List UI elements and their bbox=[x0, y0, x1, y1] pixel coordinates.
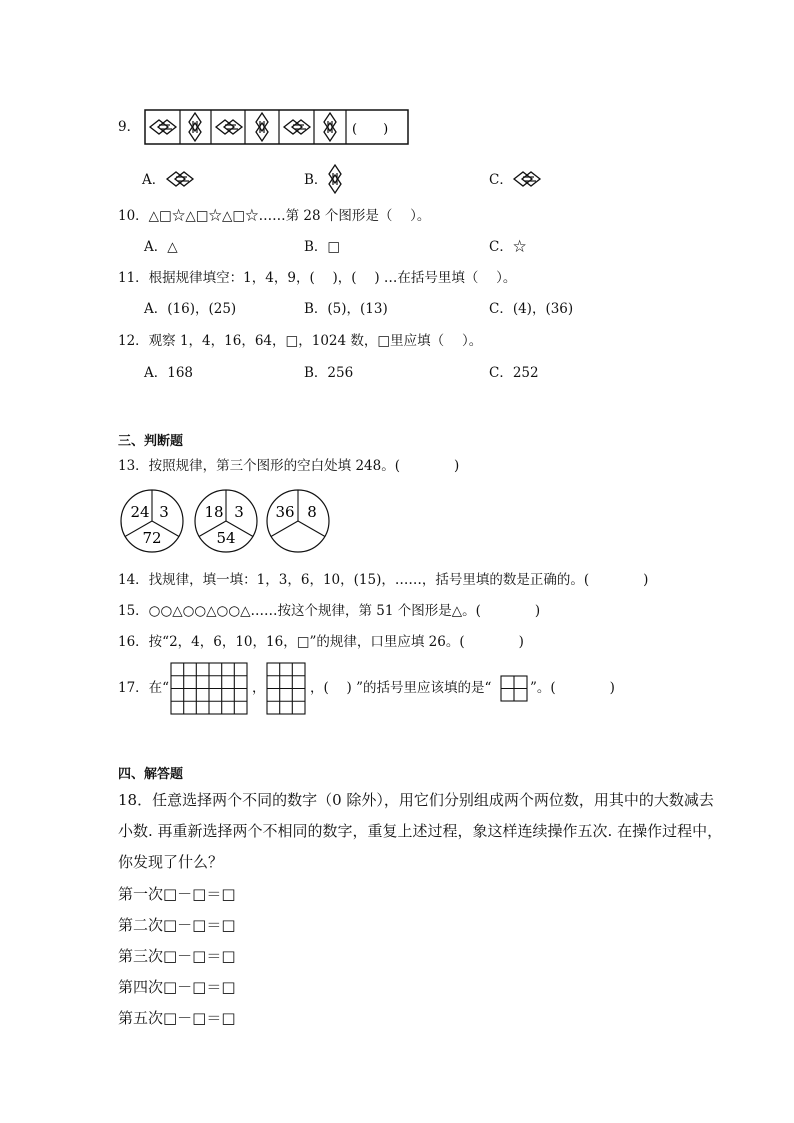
q12-question: 12．观察 1，4，16，64，□，1024 数，□里应填（ ）。 bbox=[118, 333, 483, 349]
q9-blank-paren: ( ) bbox=[352, 122, 389, 137]
q12-option-a: A．168 bbox=[144, 365, 194, 381]
q9-pattern-sequence bbox=[144, 109, 410, 149]
horizontal-diamond-shape bbox=[216, 120, 242, 134]
q9-option-b-label: B． bbox=[304, 172, 328, 188]
q13-c3-right: 8 bbox=[307, 503, 317, 521]
q11-option-a: A．(16)，(25) bbox=[144, 301, 237, 317]
q11-question: 11．根据规律填空：1，4，9，( )，( ) …在括号里填（ ）。 bbox=[118, 270, 517, 286]
q13-question: 13．按照规律，第三个图形的空白处填 248。( ) bbox=[118, 458, 460, 474]
q17-comma: ， bbox=[252, 680, 266, 696]
q13-c1-bottom: 72 bbox=[142, 529, 162, 547]
q18-step-1: 第一次□－□＝□ bbox=[118, 885, 236, 903]
q9-option-c-label: C． bbox=[489, 172, 513, 188]
q10-question: 10．△□☆△□☆△□☆……第 28 个图形是（ ）。 bbox=[118, 208, 431, 224]
q18-step-2: 第二次□－□＝□ bbox=[118, 916, 236, 934]
q15-question: 15．○○△○○△○○△……按这个规律，第 51 个图形是△。( ) bbox=[118, 603, 541, 619]
q13-c2-left: 18 bbox=[204, 503, 224, 521]
q13-circle-2 bbox=[195, 490, 257, 552]
vertical-diamond-shape bbox=[189, 113, 201, 141]
q18-step-3: 第三次□－□＝□ bbox=[118, 947, 236, 965]
q17-prefix: 17．在“ bbox=[118, 680, 170, 696]
q9-option-a-label: A． bbox=[142, 172, 166, 188]
q13-c3-left: 36 bbox=[275, 503, 295, 521]
q10-option-c: C．☆ bbox=[489, 239, 527, 255]
q18-step-5: 第五次□－□＝□ bbox=[118, 1009, 236, 1027]
q14-question: 14．找规律，填一填：1，3，6，10，(15)，……，括号里填的数是正确的。( ) bbox=[118, 572, 649, 588]
q13-c2-right: 3 bbox=[234, 503, 244, 521]
q17-grid-large bbox=[170, 662, 250, 716]
q12-option-c: C．252 bbox=[489, 365, 539, 381]
q17-suffix: ”。( ) bbox=[530, 680, 615, 696]
vertical-diamond-shape bbox=[256, 113, 268, 141]
horizontal-diamond-shape bbox=[150, 120, 176, 134]
section-title-answer: 四、解答题 bbox=[118, 767, 184, 782]
q13-circle-1 bbox=[121, 490, 183, 552]
q13-c1-right: 3 bbox=[159, 503, 169, 521]
q18-question-line-1: 18．任意选择两个不同的数字（0 除外），用它们分别组成两个两位数，用其中的大数减去 bbox=[118, 791, 714, 809]
q10-option-b: B．□ bbox=[304, 239, 341, 255]
q11-option-b: B．(5)，(13) bbox=[304, 301, 388, 317]
q11-option-c: C．(4)，(36) bbox=[489, 301, 574, 317]
q18-step-4: 第四次□－□＝□ bbox=[118, 978, 236, 996]
q18-question-line-3: 你发现了什么？ bbox=[118, 853, 224, 871]
horizontal-diamond-shape bbox=[284, 120, 310, 134]
vertical-diamond-shape bbox=[324, 113, 336, 141]
section-title-judgment: 三、判断题 bbox=[118, 434, 184, 449]
q17-middle: ，( ) ”的括号里应该填的是“ bbox=[310, 680, 492, 696]
q13-circle-3 bbox=[267, 490, 329, 552]
q9-number: 9． bbox=[118, 119, 141, 135]
q16-question: 16．按“2，4，6，10，16，□”的规律，口里应填 26。( ) bbox=[118, 634, 524, 650]
q9-option-b-shape bbox=[324, 162, 346, 196]
q17-grid-medium bbox=[266, 662, 308, 716]
q10-option-a: A．△ bbox=[144, 239, 178, 255]
q18-question-line-2: 小数. 再重新选择两个不相同的数字，重复上述过程，象这样连续操作五次. 在操作过程中， bbox=[118, 822, 723, 840]
q17-grid-small bbox=[500, 675, 530, 703]
q9-option-c-shape bbox=[509, 168, 545, 190]
q13-circles-figure bbox=[118, 486, 338, 556]
q13-c2-bottom: 54 bbox=[216, 529, 236, 547]
q13-c1-left: 24 bbox=[130, 503, 150, 521]
q9-option-a-shape bbox=[162, 168, 198, 190]
q12-option-b: B．256 bbox=[304, 365, 354, 381]
